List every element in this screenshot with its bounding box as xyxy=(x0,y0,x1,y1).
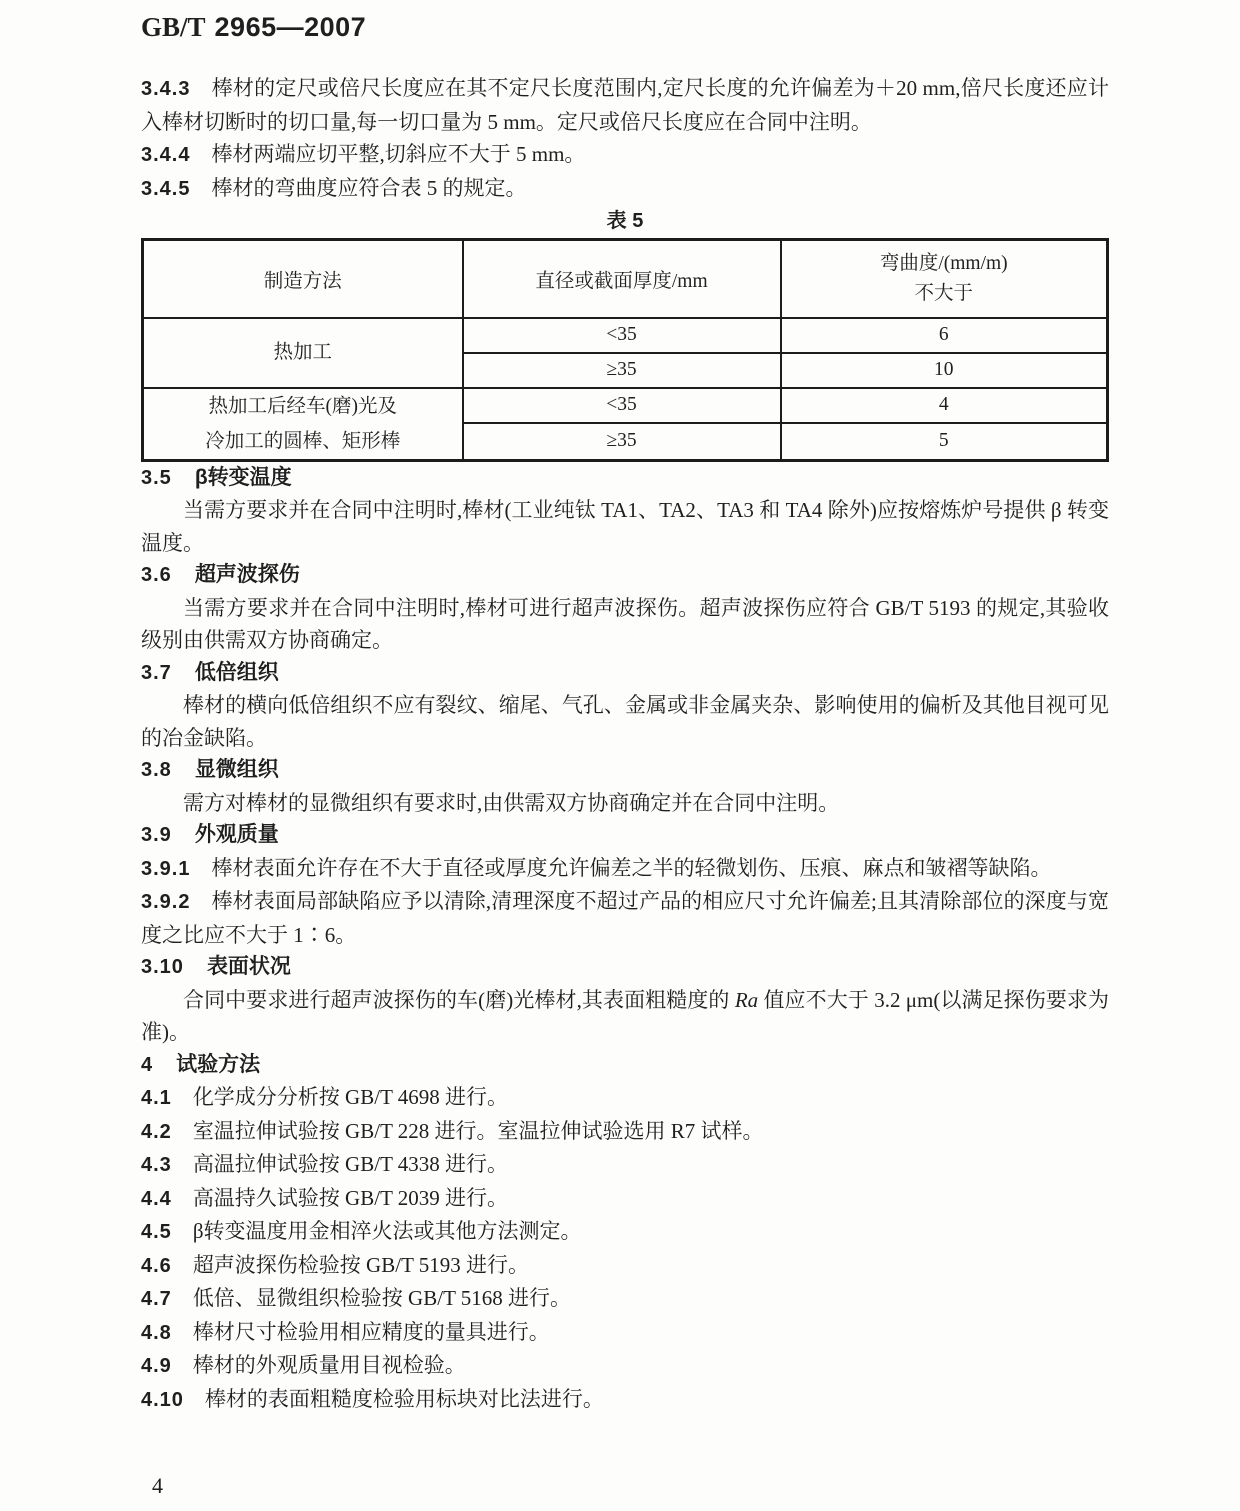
table-header-row xyxy=(143,239,1108,318)
clause-text: 超声波探伤检验按 GB/T 5193 进行。 xyxy=(192,1252,530,1277)
para-3-10 xyxy=(141,984,1109,1049)
symbol-Ra: Ra xyxy=(734,987,759,1012)
table-5-caption: 表 5 xyxy=(606,210,644,232)
clause-number: 3.4.5 xyxy=(141,177,191,200)
heading-3-7 xyxy=(141,657,1109,690)
clause-3-9-1 xyxy=(141,852,1109,886)
heading-title: 表面状况 xyxy=(206,955,291,978)
para-text: 合同中要求进行超声波探伤的车(磨)光棒材,其表面粗糙度的 xyxy=(183,987,735,1012)
heading-number: 3.7 xyxy=(141,661,172,684)
heading-number: 4 xyxy=(141,1053,154,1076)
heading-3-8 xyxy=(141,754,1109,787)
method-line: 热加工 xyxy=(273,342,332,363)
table-row xyxy=(143,318,1108,353)
heading-title: β转变温度 xyxy=(194,465,292,489)
clause-text: 棒材尺寸检验用相应精度的量具进行。 xyxy=(192,1319,550,1344)
heading-number: 3.9 xyxy=(141,824,172,846)
method-cell-machined xyxy=(143,388,463,461)
clause-number: 4.9 xyxy=(141,1355,172,1377)
heading-title: 外观质量 xyxy=(194,823,279,846)
heading-3-6 xyxy=(141,559,1109,592)
clause-4-6 xyxy=(141,1249,1109,1283)
clause-4-2 xyxy=(141,1115,1109,1149)
heading-title: 超声波探伤 xyxy=(194,563,300,586)
heading-number: 3.10 xyxy=(141,956,184,978)
clause-3-9-2 xyxy=(141,885,1109,951)
heading-title: 显微组织 xyxy=(194,758,279,781)
para-3-7: 棒材的横向低倍组织不应有裂纹、缩尾、气孔、金属或非金属夹杂、影响使用的偏析及其他目视可见的冶金缺陷。 xyxy=(141,693,1109,750)
clause-number: 3.4.4 xyxy=(141,144,191,166)
size-cell: ≥35 xyxy=(463,423,781,460)
table-5 xyxy=(141,238,1109,462)
heading-number: 3.6 xyxy=(141,564,172,586)
clause-number: 4.5 xyxy=(141,1221,172,1243)
clause-number: 4.6 xyxy=(141,1254,172,1277)
heading-3-5 xyxy=(141,462,1109,495)
clause-text: 高温拉伸试验按 GB/T 4338 进行。 xyxy=(192,1152,509,1176)
table-row xyxy=(143,388,1108,424)
clause-number: 4.8 xyxy=(141,1321,172,1344)
clause-text: β转变温度用金相淬火法或其他方法测定。 xyxy=(192,1219,582,1243)
clause-4-4 xyxy=(141,1182,1109,1216)
size-cell: <35 xyxy=(463,318,781,353)
bend-cell: 5 xyxy=(781,423,1108,460)
heading-3-10 xyxy=(141,951,1109,984)
heading-3-9 xyxy=(141,819,1109,852)
clause-number: 4.10 xyxy=(141,1388,184,1411)
method-line: 热加工后经车(磨)光及 xyxy=(208,395,397,417)
clause-text: 棒材表面允许存在不大于直径或厚度允许偏差之半的轻微划伤、压痕、麻点和皱褶等缺陷。 xyxy=(211,855,1052,880)
table-header-bend xyxy=(781,239,1108,318)
clause-number: 4.7 xyxy=(141,1288,172,1310)
clause-text: 棒材的表面粗糙度检验用标块对比法进行。 xyxy=(204,1386,604,1411)
clause-4-3 xyxy=(141,1148,1109,1182)
clause-4-1 xyxy=(141,1081,1109,1115)
clause-3-4-5 xyxy=(141,172,1109,206)
heading-number: 3.5 xyxy=(141,466,172,489)
table-header-method: 制造方法 xyxy=(143,239,463,318)
clause-4-10 xyxy=(141,1383,1109,1417)
clause-text: 棒材两端应切平整,切斜应不大于 5 mm。 xyxy=(211,142,586,166)
table-header-bend-line1: 弯曲度/(mm/m) xyxy=(879,252,1008,274)
table-header-size: 直径或截面厚度/mm xyxy=(463,239,781,318)
clause-3-4-4 xyxy=(141,138,1109,172)
size-cell: ≥35 xyxy=(463,353,781,388)
heading-number: 3.8 xyxy=(141,759,172,781)
clause-3-4-3 xyxy=(141,72,1109,138)
para-3-5: 当需方要求并在合同中注明时,棒材(工业纯钛 TA1、TA2、TA3 和 TA4 除外)应按熔炼炉号提供 β 转变温度。 xyxy=(141,498,1109,555)
bend-cell: 4 xyxy=(781,388,1108,424)
clause-number: 4.1 xyxy=(141,1087,172,1109)
size-cell: <35 xyxy=(463,388,781,424)
clause-number: 3.9.2 xyxy=(141,891,191,913)
clause-text: 高温持久试验按 GB/T 2039 进行。 xyxy=(192,1185,509,1210)
method-line: 冷加工的圆棒、矩形棒 xyxy=(205,430,401,452)
clause-number: 4.4 xyxy=(141,1187,172,1210)
clause-text: 化学成分分析按 GB/T 4698 进行。 xyxy=(192,1085,509,1109)
clause-number: 3.4.3 xyxy=(141,78,191,100)
clause-number: 4.2 xyxy=(141,1120,172,1143)
clause-4-9 xyxy=(141,1349,1109,1383)
heading-title: 低倍组织 xyxy=(194,660,279,684)
para-3-8: 需方对棒材的显微组织有要求时,由供需双方协商确定并在合同中注明。 xyxy=(183,790,840,815)
clause-text: 棒材的外观质量用目视检验。 xyxy=(192,1353,466,1377)
clause-4-5 xyxy=(141,1215,1109,1249)
bend-cell: 6 xyxy=(781,318,1108,353)
clause-4-7 xyxy=(141,1282,1109,1316)
clause-text: 室温拉伸试验按 GB/T 228 进行。室温拉伸试验选用 R7 试样。 xyxy=(192,1118,764,1143)
para-3-6: 当需方要求并在合同中注明时,棒材可进行超声波探伤。超声波探伤应符合 GB/T 5193 的规定,其验收级别由供需双方协商确定。 xyxy=(141,595,1109,652)
clause-text: 棒材的弯曲度应符合表 5 的规定。 xyxy=(211,175,527,200)
bend-cell: 10 xyxy=(781,353,1108,388)
clause-4-8 xyxy=(141,1316,1109,1350)
page-content xyxy=(141,72,1109,1416)
para-text: 值应不大于 3.2 μm(以满足探伤要求为准)。 xyxy=(141,987,1110,1044)
clause-text: 棒材表面局部缺陷应予以清除,清理深度不超过产品的相应尺寸允许偏差;且其清除部位的深度与宽度之比应不大于 1∶6。 xyxy=(141,889,1109,947)
method-cell-hot-work xyxy=(143,318,463,388)
standard-code xyxy=(141,12,366,43)
standard-code-label: GB/T xyxy=(141,12,206,42)
table-header-bend-line2: 不大于 xyxy=(914,282,973,304)
page-number: 4 xyxy=(152,1473,163,1498)
clause-text: 棒材的定尺或倍尺长度应在其不定尺长度范围内,定尺长度的允许偏差为＋20 mm,倍尺长度还应计入棒材切断时的切口量,每一切口量为 5 mm。定尺或倍尺长度应在合同中注明。 xyxy=(141,76,1109,134)
standard-code-number: 2965—2007 xyxy=(214,12,367,42)
clause-number: 4.3 xyxy=(141,1154,172,1176)
clause-text: 低倍、显微组织检验按 GB/T 5168 进行。 xyxy=(192,1286,572,1310)
heading-title: 试验方法 xyxy=(176,1052,261,1076)
heading-4 xyxy=(141,1049,1109,1082)
clause-number: 3.9.1 xyxy=(141,857,191,880)
